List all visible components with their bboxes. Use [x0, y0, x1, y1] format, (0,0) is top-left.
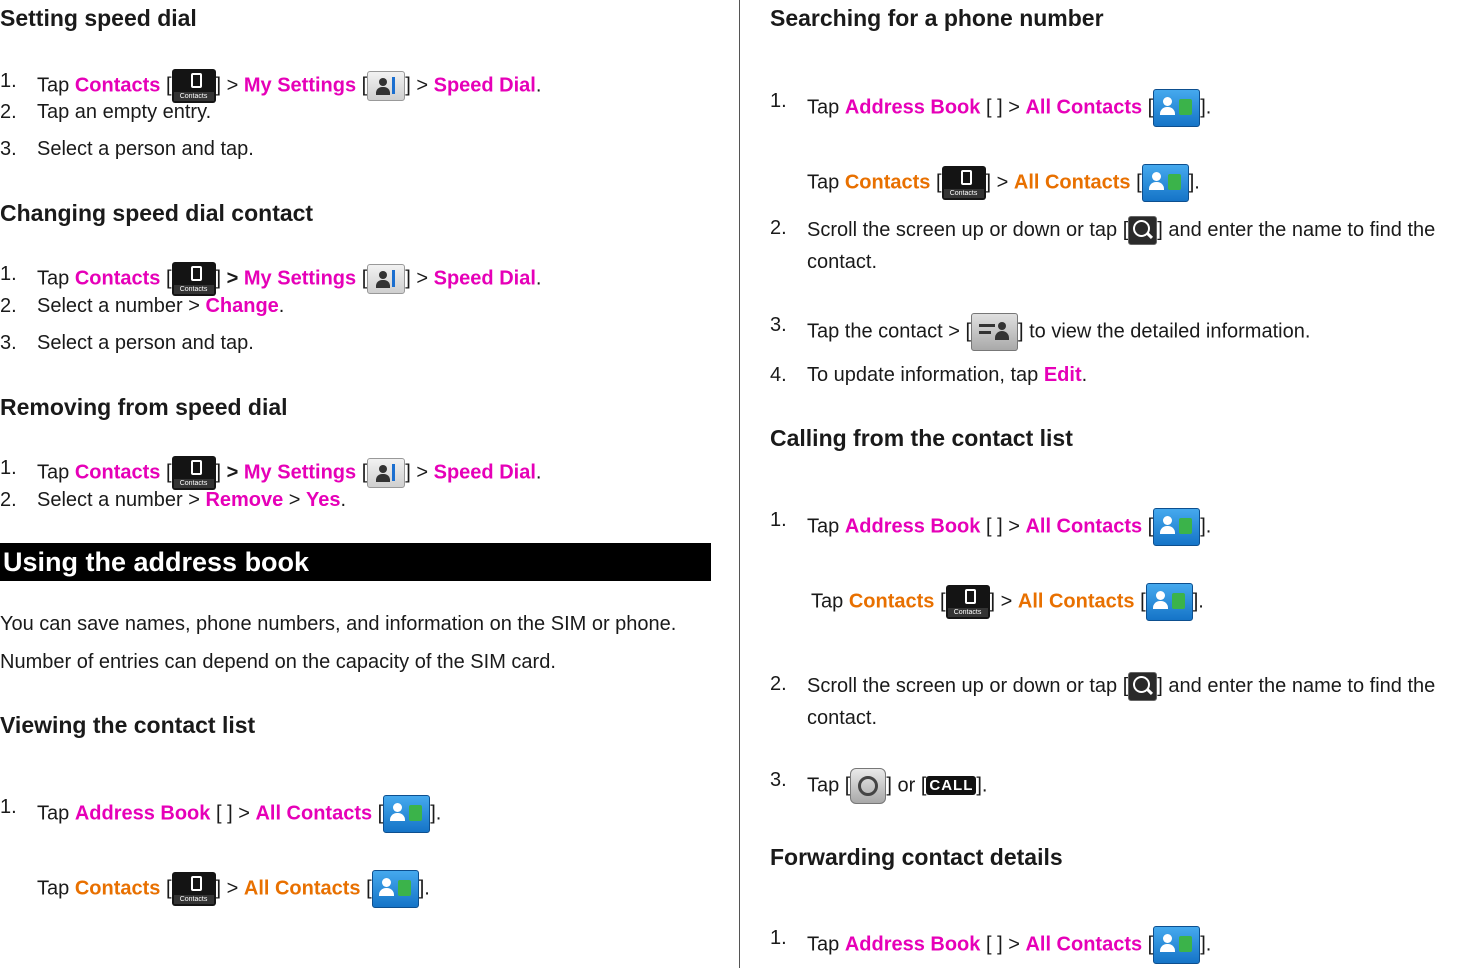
all-contacts-icon — [383, 795, 430, 833]
contacts-link[interactable]: Contacts — [74, 267, 161, 290]
heading-viewing-contact-list: Viewing the contact list — [0, 712, 256, 738]
contacts-link[interactable]: Contacts — [844, 171, 931, 194]
all-contacts-link[interactable]: All Contacts — [1017, 590, 1135, 613]
step-text: Tap Contacts [ Contacts ] > All Contacts [ ]. — [807, 164, 1200, 202]
step-number: 3. — [0, 332, 17, 354]
step-number: 1. — [0, 796, 17, 818]
contact-details-icon[interactable] — [971, 313, 1018, 351]
my-settings-link[interactable]: My Settings — [243, 461, 357, 484]
step-text: Tap Contacts [ Contacts ] > All Contacts [ ]. — [37, 870, 430, 908]
step-text: Select a number > Remove > Yes. — [37, 489, 347, 511]
step-number: 2. — [0, 101, 17, 123]
call-key-icon[interactable]: CALL — [926, 776, 976, 795]
step-number: 1. — [770, 90, 787, 112]
heading-calling-from-contact-list: Calling from the contact list — [770, 425, 1073, 451]
settings-icon — [367, 71, 405, 101]
yes-link[interactable]: Yes — [306, 489, 341, 511]
contacts-icon: Contacts — [942, 166, 986, 200]
all-contacts-icon — [1142, 164, 1189, 202]
step-number: 1. — [770, 509, 787, 531]
all-contacts-icon — [372, 870, 419, 908]
step-text: Tap Address Book [ ] > All Contacts [ ]. — [807, 508, 1211, 546]
all-contacts-link[interactable]: All Contacts — [1025, 515, 1143, 538]
my-settings-link[interactable]: My Settings — [243, 267, 357, 290]
speed-dial-link[interactable]: Speed Dial — [433, 461, 536, 484]
heading-searching-phone-number: Searching for a phone number — [770, 5, 1104, 31]
step-text: Scroll the screen up or down or tap [ ] and enter the name to find the — [807, 216, 1435, 245]
contacts-link[interactable]: Contacts — [74, 877, 161, 900]
step-text: Tap [ ] or [ CALL ]. — [807, 768, 988, 804]
step-number: 2. — [770, 217, 787, 239]
remove-link[interactable]: Remove — [205, 489, 284, 511]
all-contacts-link[interactable]: All Contacts — [1013, 171, 1131, 194]
all-contacts-link[interactable]: All Contacts — [1025, 96, 1143, 119]
contacts-link[interactable]: Contacts — [848, 590, 935, 613]
step-text: contact. — [807, 251, 878, 273]
settings-icon — [367, 458, 405, 488]
address-book-link[interactable]: Address Book — [844, 933, 981, 956]
step-text: Tap Contacts [ Contacts ] > My Settings [ ] > Speed Dial. — [37, 456, 541, 490]
phone-call-icon[interactable] — [850, 768, 886, 804]
step-text: Select a person and tap. — [37, 332, 254, 354]
step-text: contact. — [807, 707, 878, 729]
step-text: Tap the contact > [ ] to view the detailed information. — [807, 313, 1310, 351]
heading-setting-speed-dial: Setting speed dial — [0, 5, 197, 31]
step-text: Tap Address Book [ ] > All Contacts [ ]. — [37, 795, 441, 833]
all-contacts-icon — [1146, 583, 1193, 621]
speed-dial-link[interactable]: Speed Dial — [433, 74, 536, 97]
search-icon[interactable] — [1128, 216, 1157, 245]
step-text: Tap Address Book [ ] > All Contacts [ ]. — [807, 926, 1211, 964]
intro-paragraph-2: Number of entries can depend on the capacity of the SIM card. — [0, 651, 556, 673]
step-text: Tap an empty entry. — [37, 101, 212, 123]
intro-paragraph-1: You can save names, phone numbers, and information on the SIM or phone. — [0, 613, 677, 635]
settings-icon — [367, 264, 405, 294]
heading-changing-speed-dial: Changing speed dial contact — [0, 200, 314, 226]
all-contacts-icon — [1153, 508, 1200, 546]
step-text: Tap Address Book [ ] > All Contacts [ ]. — [807, 89, 1211, 127]
address-book-link[interactable]: Address Book — [74, 802, 211, 825]
step-number: 2. — [0, 489, 17, 511]
column-divider — [739, 0, 740, 968]
section-banner: Using the address book — [0, 543, 711, 581]
step-number: 3. — [770, 769, 787, 791]
step-number: 3. — [0, 138, 17, 160]
step-number: 1. — [770, 927, 787, 949]
step-number: 2. — [770, 673, 787, 695]
my-settings-link[interactable]: My Settings — [243, 74, 357, 97]
contacts-icon: Contacts — [172, 456, 216, 490]
step-number: 1. — [0, 457, 17, 479]
step-text: Select a person and tap. — [37, 138, 254, 160]
all-contacts-icon — [1153, 926, 1200, 964]
step-number: 3. — [770, 314, 787, 336]
contacts-link[interactable]: Contacts — [74, 74, 161, 97]
heading-removing-speed-dial: Removing from speed dial — [0, 394, 288, 420]
step-number: 2. — [0, 295, 17, 317]
step-text: Tap Contacts [ Contacts ] > My Settings [ ] > Speed Dial. — [37, 262, 541, 296]
all-contacts-icon — [1153, 89, 1200, 127]
step-text: Scroll the screen up or down or tap [ ] and enter the name to find the — [807, 672, 1435, 701]
address-book-link[interactable]: Address Book — [844, 96, 981, 119]
contacts-link[interactable]: Contacts — [74, 461, 161, 484]
all-contacts-link[interactable]: All Contacts — [1025, 933, 1143, 956]
contacts-icon: Contacts — [172, 872, 216, 906]
step-number: 1. — [0, 263, 17, 285]
all-contacts-link[interactable]: All Contacts — [255, 802, 373, 825]
edit-link[interactable]: Edit — [1043, 364, 1082, 386]
contacts-icon: Contacts — [946, 585, 990, 619]
step-text: Tap Contacts [ Contacts ] > My Settings [ ] > Speed Dial. — [37, 69, 541, 103]
step-text: Tap Contacts [ Contacts ] > All Contacts [ ]. — [811, 583, 1204, 621]
all-contacts-link[interactable]: All Contacts — [243, 877, 361, 900]
step-text: Select a number > Change. — [37, 295, 285, 317]
contacts-icon: Contacts — [172, 69, 216, 103]
change-link[interactable]: Change — [205, 295, 279, 317]
heading-forwarding-contact-details: Forwarding contact details — [770, 844, 1063, 870]
step-number: 4. — [770, 364, 787, 386]
search-icon[interactable] — [1128, 672, 1157, 701]
speed-dial-link[interactable]: Speed Dial — [433, 267, 536, 290]
step-text: To update information, tap Edit. — [807, 364, 1088, 386]
step-number: 1. — [0, 70, 17, 92]
address-book-link[interactable]: Address Book — [844, 515, 981, 538]
contacts-icon: Contacts — [172, 262, 216, 296]
